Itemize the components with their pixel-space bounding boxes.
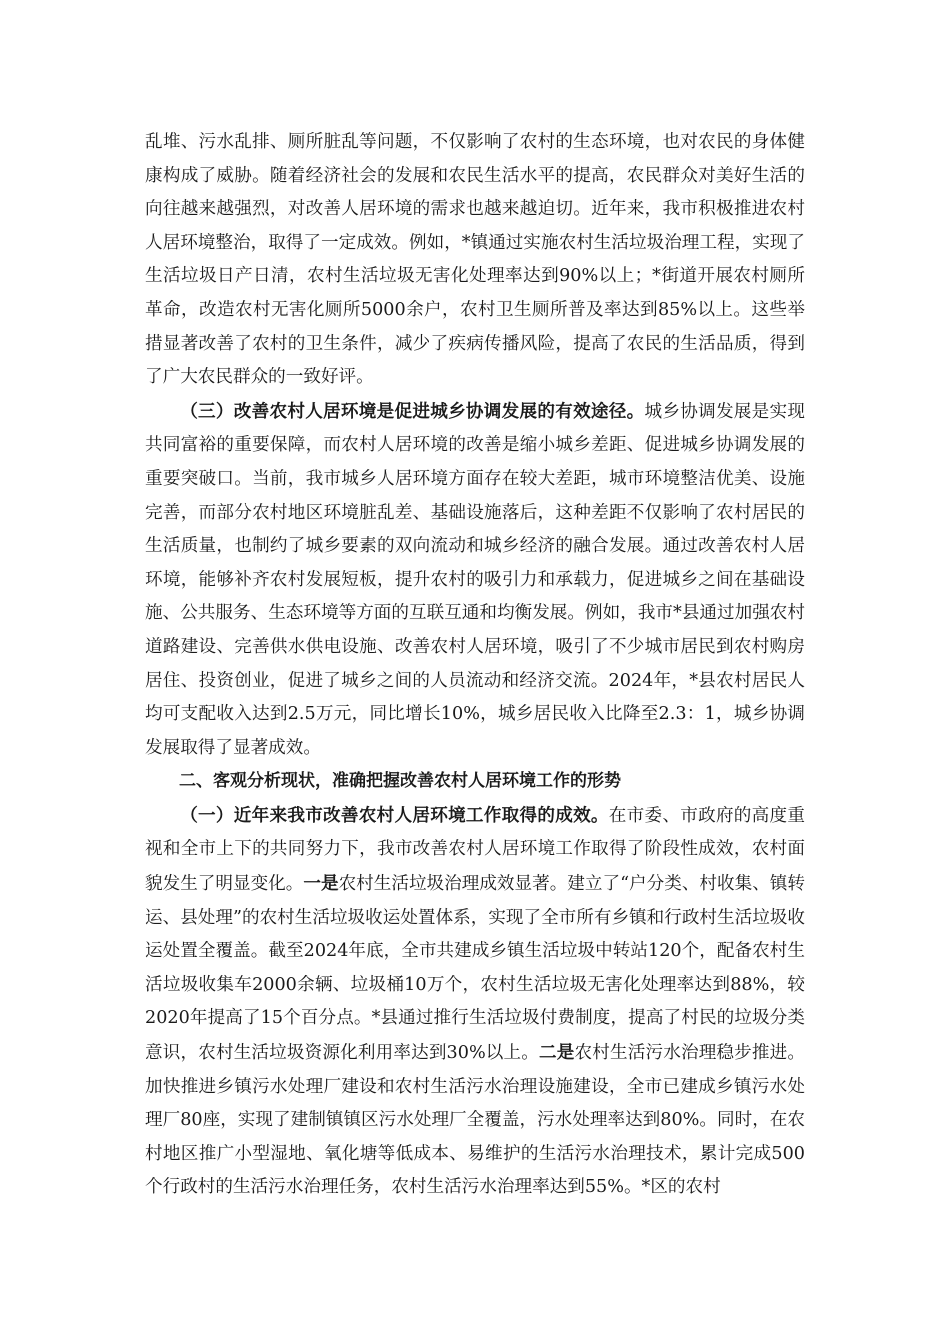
paragraph-text: 农村生活垃圾治理成效显著。建立了“户分类、村收集、镇转运、县处理”的农村生活垃圾收运处置体系，实现了全市所有乡镇和行政村生活垃圾收运处置全覆盖。截至2024年底，全市共建成乡镇生活垃圾中转站120个，配备农村生活垃圾收集车2000余辆、垃圾桶10万个，农村生活垃圾无害化处理率达到88%，较2020年提高了15个百分点。*县通过推行生活垃圾付费制度，提高了村民的垃圾分类意识，农村生活垃圾资源化利用率达到30%以上。 [145,874,805,1064]
paragraph-lead-heading: （三）改善农村人居环境是促进城乡协调发展的有效途径。 [180,400,645,422]
paragraph-text: 在市委、市政府的高度重视和全市上下的共同努力下，我市改善农村人居环境工作取得了阶段性成效，农村面貌发生了明显变化。 [145,805,805,895]
list-marker-second: 二是 [539,1042,575,1064]
paragraph-lead-heading: （一）近年来我市改善农村人居环境工作取得的成效。 [180,804,609,826]
paragraph-text: 农村生活污水治理稳步推进。加快推进乡镇污水处理厂建设和农村生活污水治理设施建设，全市已建成乡镇污水处理厂80座，实现了建制镇镇区污水处理厂全覆盖，污水处理率达到80%。同时，在农村地区推广小型湿地、氧化塘等低成本、易维护的生活污水治理技术，累计完成500个行政村的生活污水治理任务，农村生活污水治理率达到55%。*区的农村 [145,1043,805,1198]
paragraph-text: 城乡协调发展是实现共同富裕的重要保障，而农村人居环境的改善是缩小城乡差距、促进城乡协调发展的重要突破口。当前，我市城乡人居环境方面存在较大差距，城市环境整洁优美、设施完善，而部分农村地区环境脏乱差、基础设施落后，这种差距不仅影响了农村居民的生活质量，也制约了城乡要素的双向流动和城乡经济的融合发展。通过改善农村人居环境，能够补齐农村发展短板，提升农村的吸引力和承载力，促进城乡之间在基础设施、公共服务、生态环境等方面的互联互通和均衡发展。例如，我市*县通过加强农村道路建设、完善供水供电设施、改善农村人居环境，吸引了不少城市居民到农村购房居住、投资创业，促进了城乡之间的人员流动和经济交流。2024年，*县农村居民人均可支配收入达到2.5万元，同比增长10%，城乡居民收入比降至2.3：1，城乡协调发展取得了显著成效。 [145,401,805,758]
document-body [145,126,805,1205]
section-heading-2: 二、客观分析现状，准确把握改善农村人居环境工作的形势 [179,771,621,792]
paragraph-health-threat [145,126,805,395]
paragraph-urban-rural-coordination [145,395,805,766]
paragraph-achievements [145,799,805,1205]
paragraph-text: 乱堆、污水乱排、厕所脏乱等问题，不仅影响了农村的生态环境，也对农民的身体健康构成了威胁。随着经济社会的发展和农民生活水平的提高，农民群众对美好生活的向往越来越强烈，对改善人居环境的需求也越来越迫切。近年来，我市积极推进农村人居环境整治，取得了一定成效。例如，*镇通过实施农村生活垃圾治理工程，实现了生活垃圾日产日清，农村生活垃圾无害化处理率达到90%以上；*街道开展农村厕所革命，改造农村无害化厕所5000余户，农村卫生厕所普及率达到85%以上。这些举措显著改善了农村的卫生条件，减少了疾病传播风险，提高了农民的生活品质，得到了广大农民群众的一致好评。 [145,132,805,388]
list-marker-first: 一是 [303,873,339,895]
